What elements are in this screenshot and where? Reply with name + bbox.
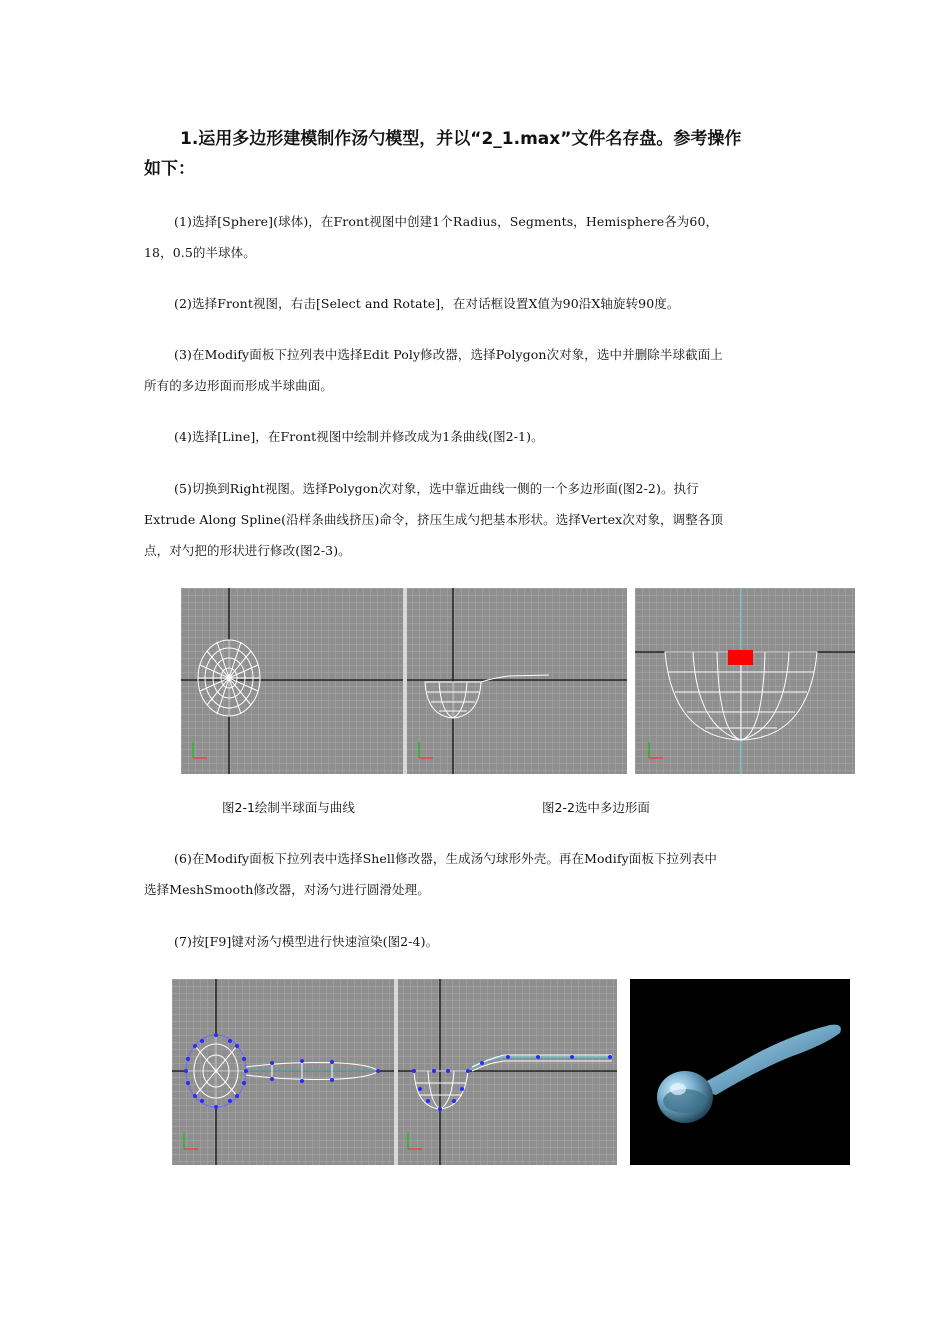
- step-1-line-2: 18，0.5的半球体。: [144, 245, 256, 260]
- step-7: [144, 926, 808, 957]
- step-3-line-1: (3)在Modify面板下拉列表中选择Edit Poly修改器，选择Polygon次对象，选中并删除半球截面上: [174, 347, 723, 362]
- step-5-line-3: 点，对勺把的形状进行修改(图2-3)。: [144, 543, 351, 558]
- step-2: [144, 288, 808, 319]
- heading-line-1: 1.运用多边形建模制作汤勺模型，并以“2_1.max”文件名存盘。参考操作: [180, 129, 742, 149]
- figure-2-4-render: [630, 979, 850, 1165]
- step-1: [144, 206, 808, 268]
- step-4-line-1: (4)选择[Line]，在Front视图中绘制并修改成为1条曲线(图2-1)。: [174, 429, 544, 444]
- heading-line-2: 如下：: [144, 159, 195, 179]
- caption-figure-2-1: 图2-1绘制半球面与曲线: [222, 800, 355, 815]
- step-6-line-2: 选择MeshSmooth修改器，对汤勺进行圆滑处理。: [144, 882, 430, 897]
- figure-2-3-viewports: [172, 979, 617, 1165]
- figure-2-2-viewport: [635, 588, 855, 774]
- step-5-line-1: (5)切换到Right视图。选择Polygon次对象，选中靠近曲线一侧的一个多边形面(图2-2)。执行: [174, 481, 699, 496]
- step-2-line-1: (2)选择Front视图，右击[Select and Rotate]，在对话框设置X值为90沿X轴旋转90度。: [174, 296, 680, 311]
- step-6: [144, 843, 808, 905]
- step-4: [144, 421, 808, 452]
- step-3: [144, 339, 808, 401]
- step-6-line-1: (6)在Modify面板下拉列表中选择Shell修改器，生成汤勺球形外壳。再在Modify面板下拉列表中: [174, 851, 717, 866]
- step-5: [144, 473, 808, 566]
- step-3-line-2: 所有的多边形面而形成半球曲面。: [144, 378, 334, 393]
- figure-2-1-viewports: [181, 588, 627, 774]
- caption-figure-2-2: 图2-2选中多边形面: [542, 800, 650, 815]
- step-5-line-2: Extrude Along Spline(沿样条曲线挤压)命令，挤压生成勺把基本形状。选择Vertex次对象，调整各顶: [144, 512, 724, 527]
- exercise-heading: [144, 124, 814, 184]
- step-1-line-1: (1)选择[Sphere](球体)，在Front视图中创建1个Radius，Segments，Hemisphere各为60，: [174, 214, 719, 229]
- step-7-line-1: (7)按[F9]键对汤勺模型进行快速渲染(图2-4)。: [174, 934, 439, 949]
